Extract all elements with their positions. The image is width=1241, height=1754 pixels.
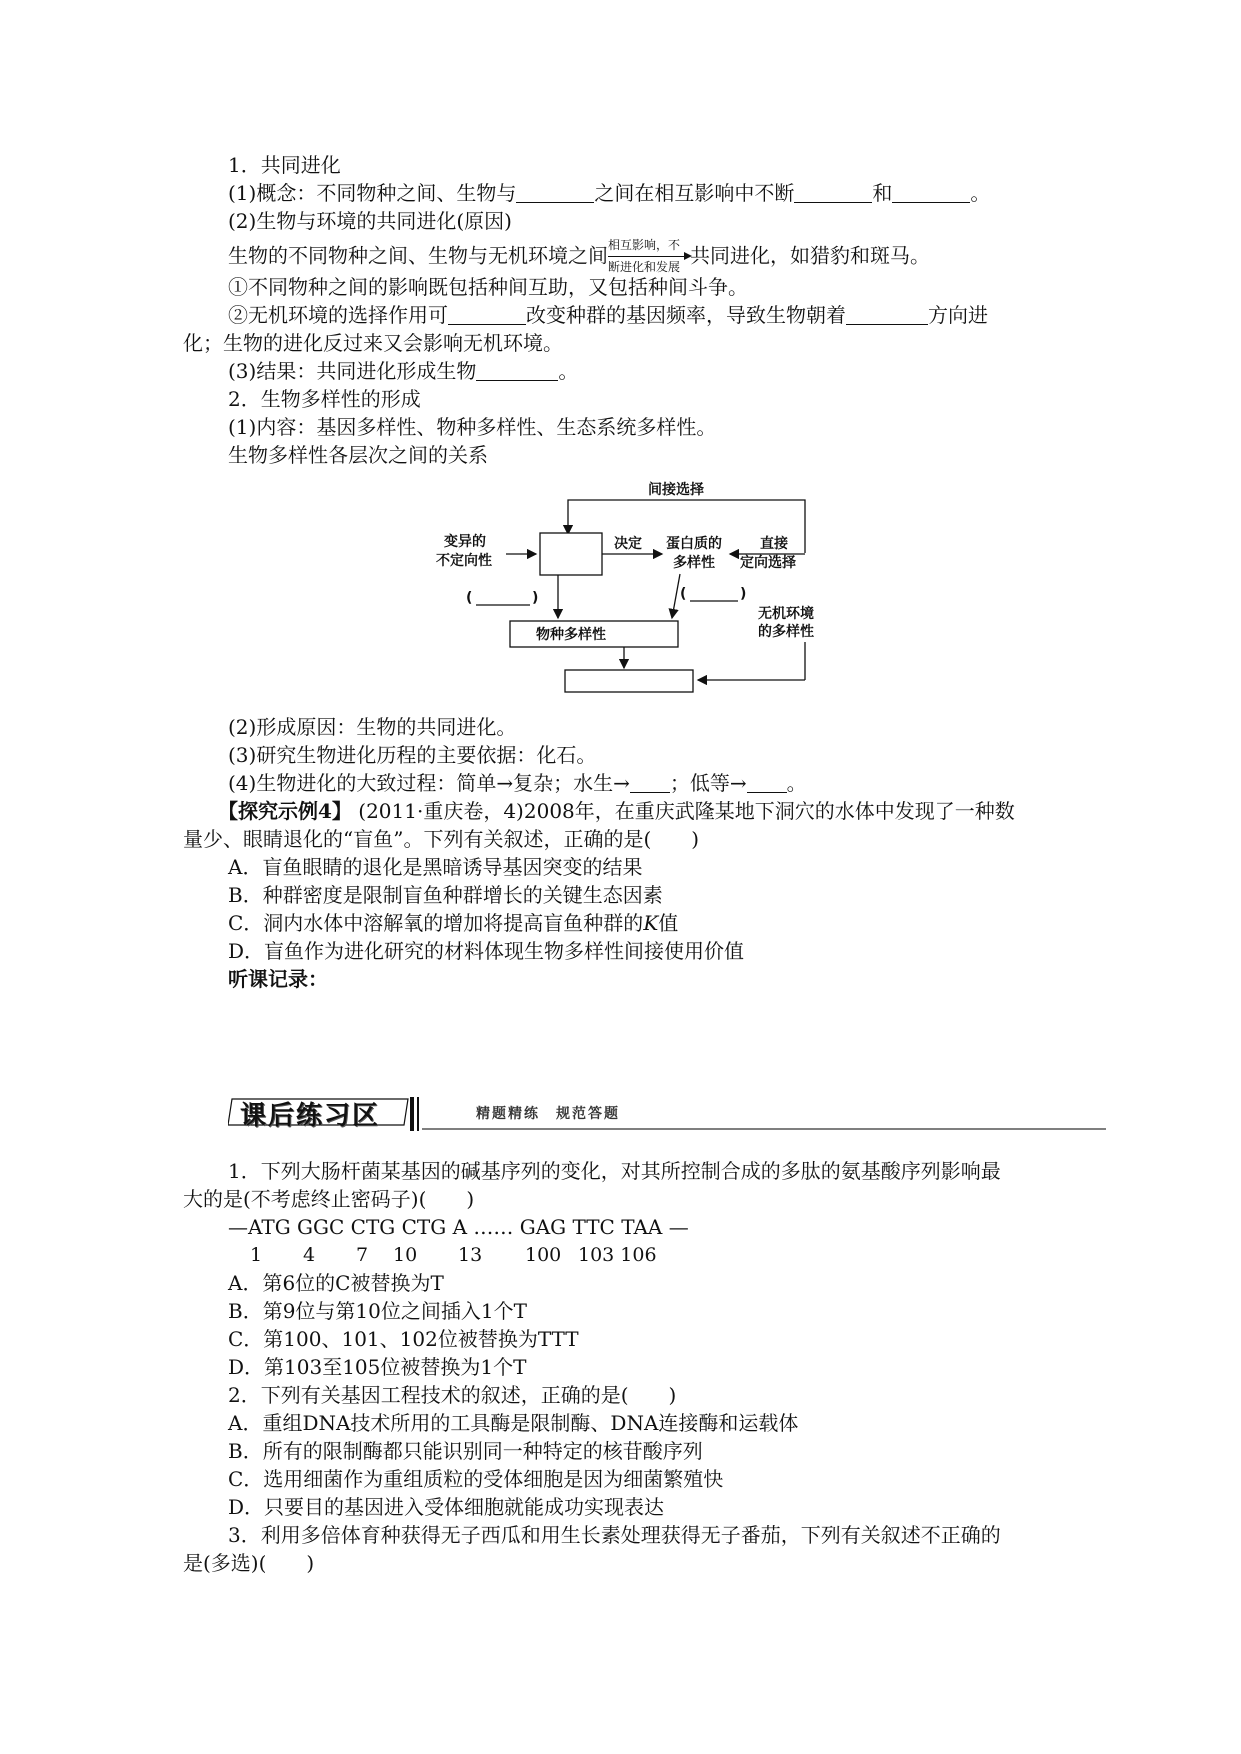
- right-arrow-icon: [608, 256, 686, 257]
- label-species: 物种多样性: [536, 627, 606, 643]
- blank[interactable]: [516, 182, 594, 203]
- blank[interactable]: [476, 360, 558, 381]
- heading-coevolution: 1．共同进化: [228, 153, 341, 177]
- blank[interactable]: [747, 772, 787, 793]
- paren-close: ): [532, 590, 539, 606]
- q1-position-4: 4: [303, 1244, 316, 1266]
- q1-position-1: 1: [250, 1244, 263, 1266]
- heading-diversity: 2．生物多样性的形成: [228, 387, 421, 411]
- cause-line: 生物的不同物种之间、生物与无机环境之间 相互影响，不 断进化和发展 共同进化，如猎豹和斑马。: [228, 238, 930, 274]
- example-stem: 【探究示例4】 (2011·重庆卷，4)2008年，在重庆武隆某地下洞穴的水体中发现了一种数: [218, 799, 1015, 823]
- q1-option-c: C．第100、101、102位被替换为TTT: [228, 1327, 579, 1351]
- paren-open: (: [466, 590, 473, 606]
- label-env-2: 的多样性: [758, 624, 814, 640]
- q1-position-100: 100: [525, 1244, 562, 1266]
- label-direct-1: 直接: [760, 536, 788, 552]
- q2-stem: 2．下列有关基因工程技术的叙述，正确的是( ): [228, 1383, 677, 1407]
- reason-line: (2)形成原因：生物的共同进化。: [228, 715, 517, 739]
- notes-label: 听课记录：: [228, 967, 328, 991]
- example-option-d: D．盲鱼作为进化研究的材料体现生物多样性间接使用价值: [228, 939, 745, 963]
- blank[interactable]: [846, 304, 928, 325]
- q2-option-c: C．选用细菌作为重组质粒的受体细胞是因为细菌繁殖快: [228, 1467, 724, 1491]
- arrow-label: 相互影响，不 断进化和发展: [608, 240, 690, 274]
- q1-option-b: B．第9位与第10位之间插入1个T: [228, 1299, 527, 1323]
- label-direct-2: 定向选择: [740, 555, 796, 571]
- concept-line: (1)概念：不同物种之间、生物与 之间在相互影响中不断 和 。: [228, 181, 991, 205]
- paren-close: ): [740, 586, 747, 602]
- label-variation-2: 不定向性: [436, 553, 492, 569]
- q1-option-d: D．第103至105位被替换为1个T: [228, 1355, 527, 1379]
- subheading-cause: (2)生物与环境的共同进化(原因): [228, 209, 512, 233]
- blank-box-ecosystem[interactable]: [565, 670, 693, 692]
- diversity-diagram: [430, 478, 820, 700]
- q1-position-10: 10: [393, 1244, 418, 1266]
- example-option-c: C．洞内水体中溶解氧的增加将提高盲鱼种群的K值: [228, 911, 679, 935]
- q1-position-7: 7: [356, 1244, 369, 1266]
- example-label: 【探究示例4】: [218, 799, 352, 823]
- q1-stem: 1．下列大肠杆菌某基因的碱基序列的变化，对其所控制合成的多肽的氨基酸序列影响最: [228, 1159, 1001, 1183]
- example-option-b: B．种群密度是限制盲鱼种群增长的关键生态因素: [228, 883, 663, 907]
- q2-option-a: A．重组DNA技术所用的工具酶是限制酶、DNA连接酶和运载体: [228, 1411, 799, 1435]
- q2-option-b: B．所有的限制酶都只能识别同一种特定的核苷酸序列: [228, 1439, 703, 1463]
- blank[interactable]: [794, 182, 872, 203]
- q1-position-103-106: 103 106: [578, 1244, 657, 1266]
- q3-stem-cont: 是(多选)( ): [183, 1551, 315, 1575]
- q3-stem: 3．利用多倍体育种获得无子西瓜和用生长素处理获得无子番茄，下列有关叙述不正确的: [228, 1523, 1001, 1547]
- item-2-cont: 化；生物的进化反过来又会影响无机环境。: [183, 331, 563, 355]
- q1-sequence: —ATG GGC CTG CTG A …… GAG TTC TAA —: [228, 1215, 689, 1239]
- item-2: ②无机环境的选择作用可 改变种群的基因频率，导致生物朝着 方向进: [228, 303, 988, 327]
- result-line: (3)结果：共同进化形成生物 。: [228, 359, 579, 383]
- label-env-1: 无机环境: [758, 606, 814, 622]
- blank[interactable]: [448, 304, 526, 325]
- item-1: ①不同物种之间的影响既包括种间互助，又包括种间斗争。: [228, 275, 748, 299]
- basis-line: (3)研究生物进化历程的主要依据：化石。: [228, 743, 597, 767]
- label-protein-1: 蛋白质的: [666, 536, 722, 552]
- banner-title: 课后练习区: [240, 1101, 381, 1131]
- q1-stem-cont: 大的是(不考虑终止密码子)( ): [183, 1187, 475, 1211]
- blank-box-gene[interactable]: [540, 533, 602, 575]
- label-protein-2: 多样性: [673, 555, 715, 571]
- label-indirect: 间接选择: [648, 482, 704, 498]
- example-option-a: A．盲鱼眼睛的退化是黑暗诱导基因突变的结果: [228, 855, 643, 879]
- content-line: (1)内容：基因多样性、物种多样性、生态系统多样性。: [228, 415, 717, 439]
- process-line: (4)生物进化的大致过程：简单→复杂；水生→ ；低等→ 。: [228, 771, 807, 795]
- section-banner: [228, 1095, 1108, 1133]
- blank[interactable]: [630, 772, 670, 793]
- q1-position-13: 13: [458, 1244, 483, 1266]
- relation-line: 生物多样性各层次之间的关系: [228, 443, 488, 467]
- banner-subtitle: 精题精练 规范答题: [476, 1106, 620, 1122]
- paren-open: (: [680, 586, 687, 602]
- label-decide: 决定: [614, 536, 642, 552]
- example-stem-cont: 量少、眼睛退化的“盲鱼”。下列有关叙述，正确的是( ): [183, 827, 700, 851]
- blank[interactable]: [892, 182, 970, 203]
- q1-option-a: A．第6位的C被替换为T: [228, 1271, 444, 1295]
- q2-option-d: D．只要目的基因进入受体细胞就能成功实现表达: [228, 1495, 665, 1519]
- label-variation-1: 变异的: [444, 534, 486, 550]
